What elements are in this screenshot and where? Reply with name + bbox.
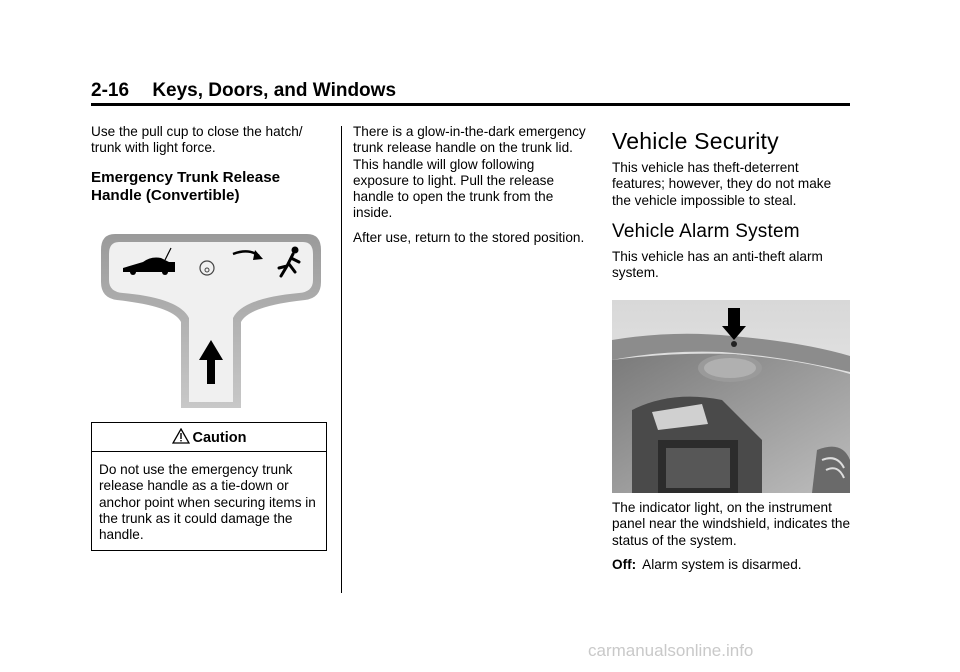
indicator-paragraph: The indicator light, on the instrument panel near the windshield, indicates the status of the system.	[612, 500, 851, 548]
header-rule	[91, 103, 850, 106]
emergency-handle-heading: Emergency Trunk Release Handle (Convertible)	[91, 168, 281, 204]
vehicle-security-heading: Vehicle Security	[612, 128, 779, 154]
warning-icon	[172, 428, 190, 444]
trunk-release-handle-illustration	[99, 232, 323, 410]
column-right	[612, 128, 852, 289]
caution-body: Do not use the emergency trunk release handle as a tie-down or anchor point when securing items in the trunk as it could damage the handle.	[99, 462, 316, 543]
indicator-text	[612, 500, 852, 581]
security-paragraph: This vehicle has theft-deterrent features; however, they do not make the vehicle impossible to steal.	[612, 160, 832, 208]
intro-paragraph: Use the pull cup to close the hatch/ trunk with light force.	[91, 124, 303, 156]
column-left	[91, 124, 331, 205]
off-description: Alarm system is disarmed.	[642, 556, 802, 572]
glow-handle-paragraph: There is a glow-in-the-dark emergency trunk release handle on the trunk lid. This handle will glow following exposure to light. Pull the release handle to open the trunk from the inside.	[353, 124, 586, 221]
dashboard-indicator-photo	[612, 300, 850, 493]
section-title: Keys, Doors, and Windows	[152, 80, 397, 101]
watermark: carmanualsonline.info	[588, 641, 754, 660]
caution-title: Caution	[192, 430, 247, 446]
column-middle	[353, 124, 588, 254]
caution-header	[92, 423, 326, 452]
after-use-paragraph: After use, return to the stored position.	[353, 229, 585, 245]
caution-box	[91, 422, 327, 551]
page-number: 2-16	[91, 80, 130, 101]
off-label: Off:	[612, 556, 637, 572]
off-status-line	[612, 557, 852, 573]
alarm-system-heading: Vehicle Alarm System	[612, 220, 800, 242]
column-divider	[341, 126, 342, 593]
page-header	[91, 80, 396, 102]
alarm-paragraph: This vehicle has an anti-theft alarm system.	[612, 248, 823, 281]
